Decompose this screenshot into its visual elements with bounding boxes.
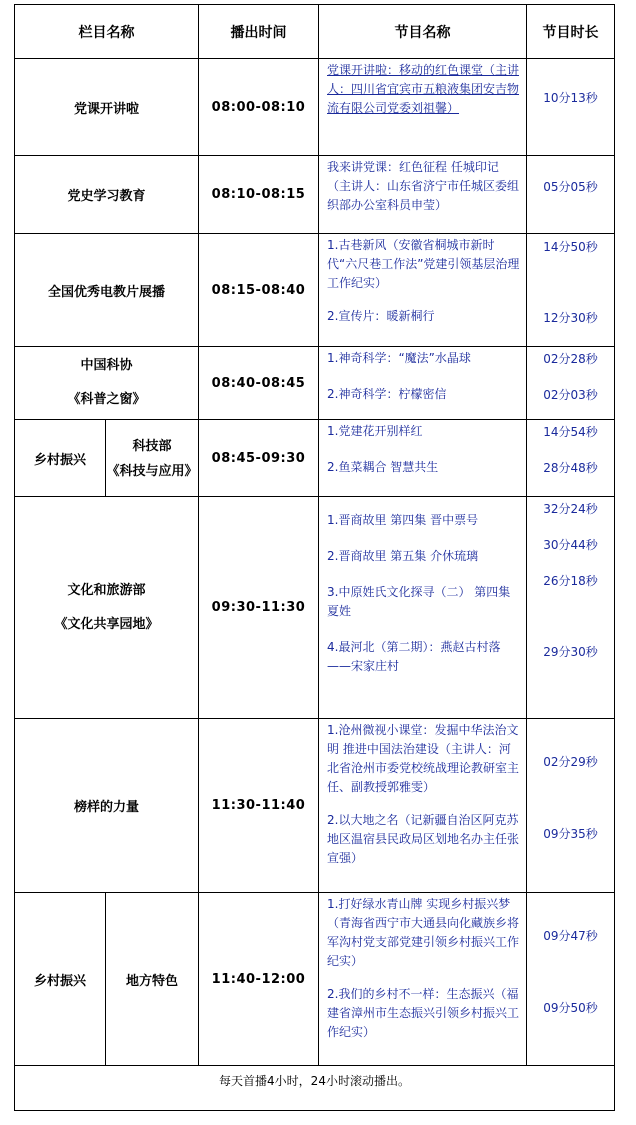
- program-cell: [319, 893, 527, 1066]
- duration: 09分35秒: [543, 827, 598, 841]
- duration-cell: [527, 719, 615, 893]
- duration: 28分48秒: [543, 461, 598, 475]
- table-row: [15, 893, 615, 1066]
- table-row: [15, 347, 615, 420]
- column-subname: 《科技与应用》: [106, 463, 198, 479]
- column-name: 榜样的力量: [15, 719, 199, 893]
- program-cell: [319, 156, 527, 234]
- duration: 09分47秒: [543, 929, 598, 943]
- program-item: 3.中原姓氏文化探寻（二） 第四集 夏姓: [327, 585, 511, 618]
- program-cell: [319, 347, 527, 420]
- footer-note: 每天首播4小时，24小时滚动播出。: [15, 1066, 615, 1111]
- footer-row: [15, 1066, 615, 1111]
- program-item: 2.神奇科学：柠檬密信: [327, 387, 447, 401]
- air-time: 08:00-08:10: [199, 59, 319, 156]
- program-link[interactable]: 党课开讲啦：移动的红色课堂（主讲人：四川省宜宾市五粮液集团安吉物流有限公司党委刘祖馨）: [327, 63, 520, 115]
- table-row: [15, 234, 615, 347]
- header-air-time: 播出时间: [199, 5, 319, 59]
- program-cell: [319, 59, 527, 156]
- program-item: 1.晋商故里 第四集 晋中票号: [327, 513, 479, 527]
- program-item: 2.以大地之名（记新疆自治区阿克苏地区温宿县民政局区划地名办主任张宣强）: [327, 813, 520, 865]
- air-time: 08:10-08:15: [199, 156, 319, 234]
- table-row: [15, 156, 615, 234]
- duration-cell: [527, 156, 615, 234]
- header-program-name: 节目名称: [319, 5, 527, 59]
- schedule-table: [14, 4, 615, 1111]
- program-cell: [319, 719, 527, 893]
- air-time: 08:45-09:30: [199, 420, 319, 497]
- column-name: 全国优秀电教片展播: [15, 234, 199, 347]
- table-row: [15, 497, 615, 719]
- duration: 05分05秒: [543, 180, 598, 194]
- column-name: 中国科协: [80, 358, 133, 373]
- duration: 30分44秒: [543, 538, 598, 552]
- duration: 14分54秒: [543, 425, 598, 439]
- duration: 09分50秒: [543, 1001, 598, 1015]
- column-subname: 科技部: [132, 438, 172, 454]
- column-name-cell: [15, 347, 199, 420]
- air-time: 08:15-08:40: [199, 234, 319, 347]
- table-row: [15, 420, 615, 497]
- air-time: 09:30-11:30: [199, 497, 319, 719]
- program-item: 2.宣传片：暖新桐行: [327, 309, 435, 323]
- duration-cell: [527, 893, 615, 1066]
- duration: 10分13秒: [543, 91, 598, 105]
- column-subname: 地方特色: [106, 893, 199, 1066]
- table-row: [15, 59, 615, 156]
- program-item: 1.古巷新风（安徽省桐城市新时代“六尺巷工作法”党建引领基层治理工作纪实）: [327, 238, 520, 290]
- header-duration: 节目时长: [527, 5, 615, 59]
- duration-cell: [527, 234, 615, 347]
- duration: 12分30秒: [543, 311, 598, 325]
- program-text: 我来讲党课：红色征程 任城印记（主讲人：山东省济宁市任城区委组织部办公室科员申莹）: [327, 160, 520, 212]
- column-subname: 《文化共享园地》: [54, 616, 159, 632]
- program-cell: [319, 234, 527, 347]
- program-item: 1.打好绿水青山牌 实现乡村振兴梦（青海省西宁市大通县向化藏族乡将军沟村党支部党建引领乡村振兴工作纪实）: [327, 897, 520, 968]
- column-name-cell: [106, 420, 199, 497]
- header-column-name: 栏目名称: [15, 5, 199, 59]
- duration: 32分24秒: [543, 502, 598, 516]
- duration: 02分29秒: [543, 755, 598, 769]
- program-item: 1.沧州微视小课堂：发掘中华法治文明 推进中国法治建设（主讲人：河北省沧州市委党校统战理论教研室主任、副教授郭雅雯）: [327, 723, 520, 794]
- duration: 26分18秒: [543, 574, 598, 588]
- duration-cell: [527, 59, 615, 156]
- program-item: 2.我们的乡村不一样：生态振兴（福建省漳州市生态振兴引领乡村振兴工作纪实）: [327, 987, 520, 1039]
- column-name: 文化和旅游部: [67, 582, 146, 598]
- duration-cell: [527, 420, 615, 497]
- program-item: 2.鱼菜耦合 智慧共生: [327, 460, 439, 474]
- column-name: 党史学习教育: [15, 156, 199, 234]
- column-subname: 《科普之窗》: [67, 392, 146, 407]
- duration-cell: [527, 347, 615, 420]
- header-row: [15, 5, 615, 59]
- duration: 02分03秒: [543, 388, 598, 402]
- program-item: 1.神奇科学：“魔法”水晶球: [327, 351, 471, 365]
- air-time: 08:40-08:45: [199, 347, 319, 420]
- air-time: 11:30-11:40: [199, 719, 319, 893]
- column-name: 党课开讲啦: [15, 59, 199, 156]
- program-cell: [319, 420, 527, 497]
- duration: 14分50秒: [543, 240, 598, 254]
- column-name: 乡村振兴: [15, 420, 106, 497]
- table-row: [15, 719, 615, 893]
- air-time: 11:40-12:00: [199, 893, 319, 1066]
- duration: 29分30秒: [543, 645, 598, 659]
- column-name: 乡村振兴: [15, 893, 106, 1066]
- program-cell: [319, 497, 527, 719]
- program-item: 4.最河北（第二期）：燕赵古村落——宋家庄村: [327, 640, 501, 673]
- duration: 02分28秒: [543, 352, 598, 366]
- duration-cell: [527, 497, 615, 719]
- program-item: 2.晋商故里 第五集 介休琉璃: [327, 549, 479, 563]
- column-name-cell: [15, 497, 199, 719]
- program-item: 1.党建花开别样红: [327, 424, 423, 438]
